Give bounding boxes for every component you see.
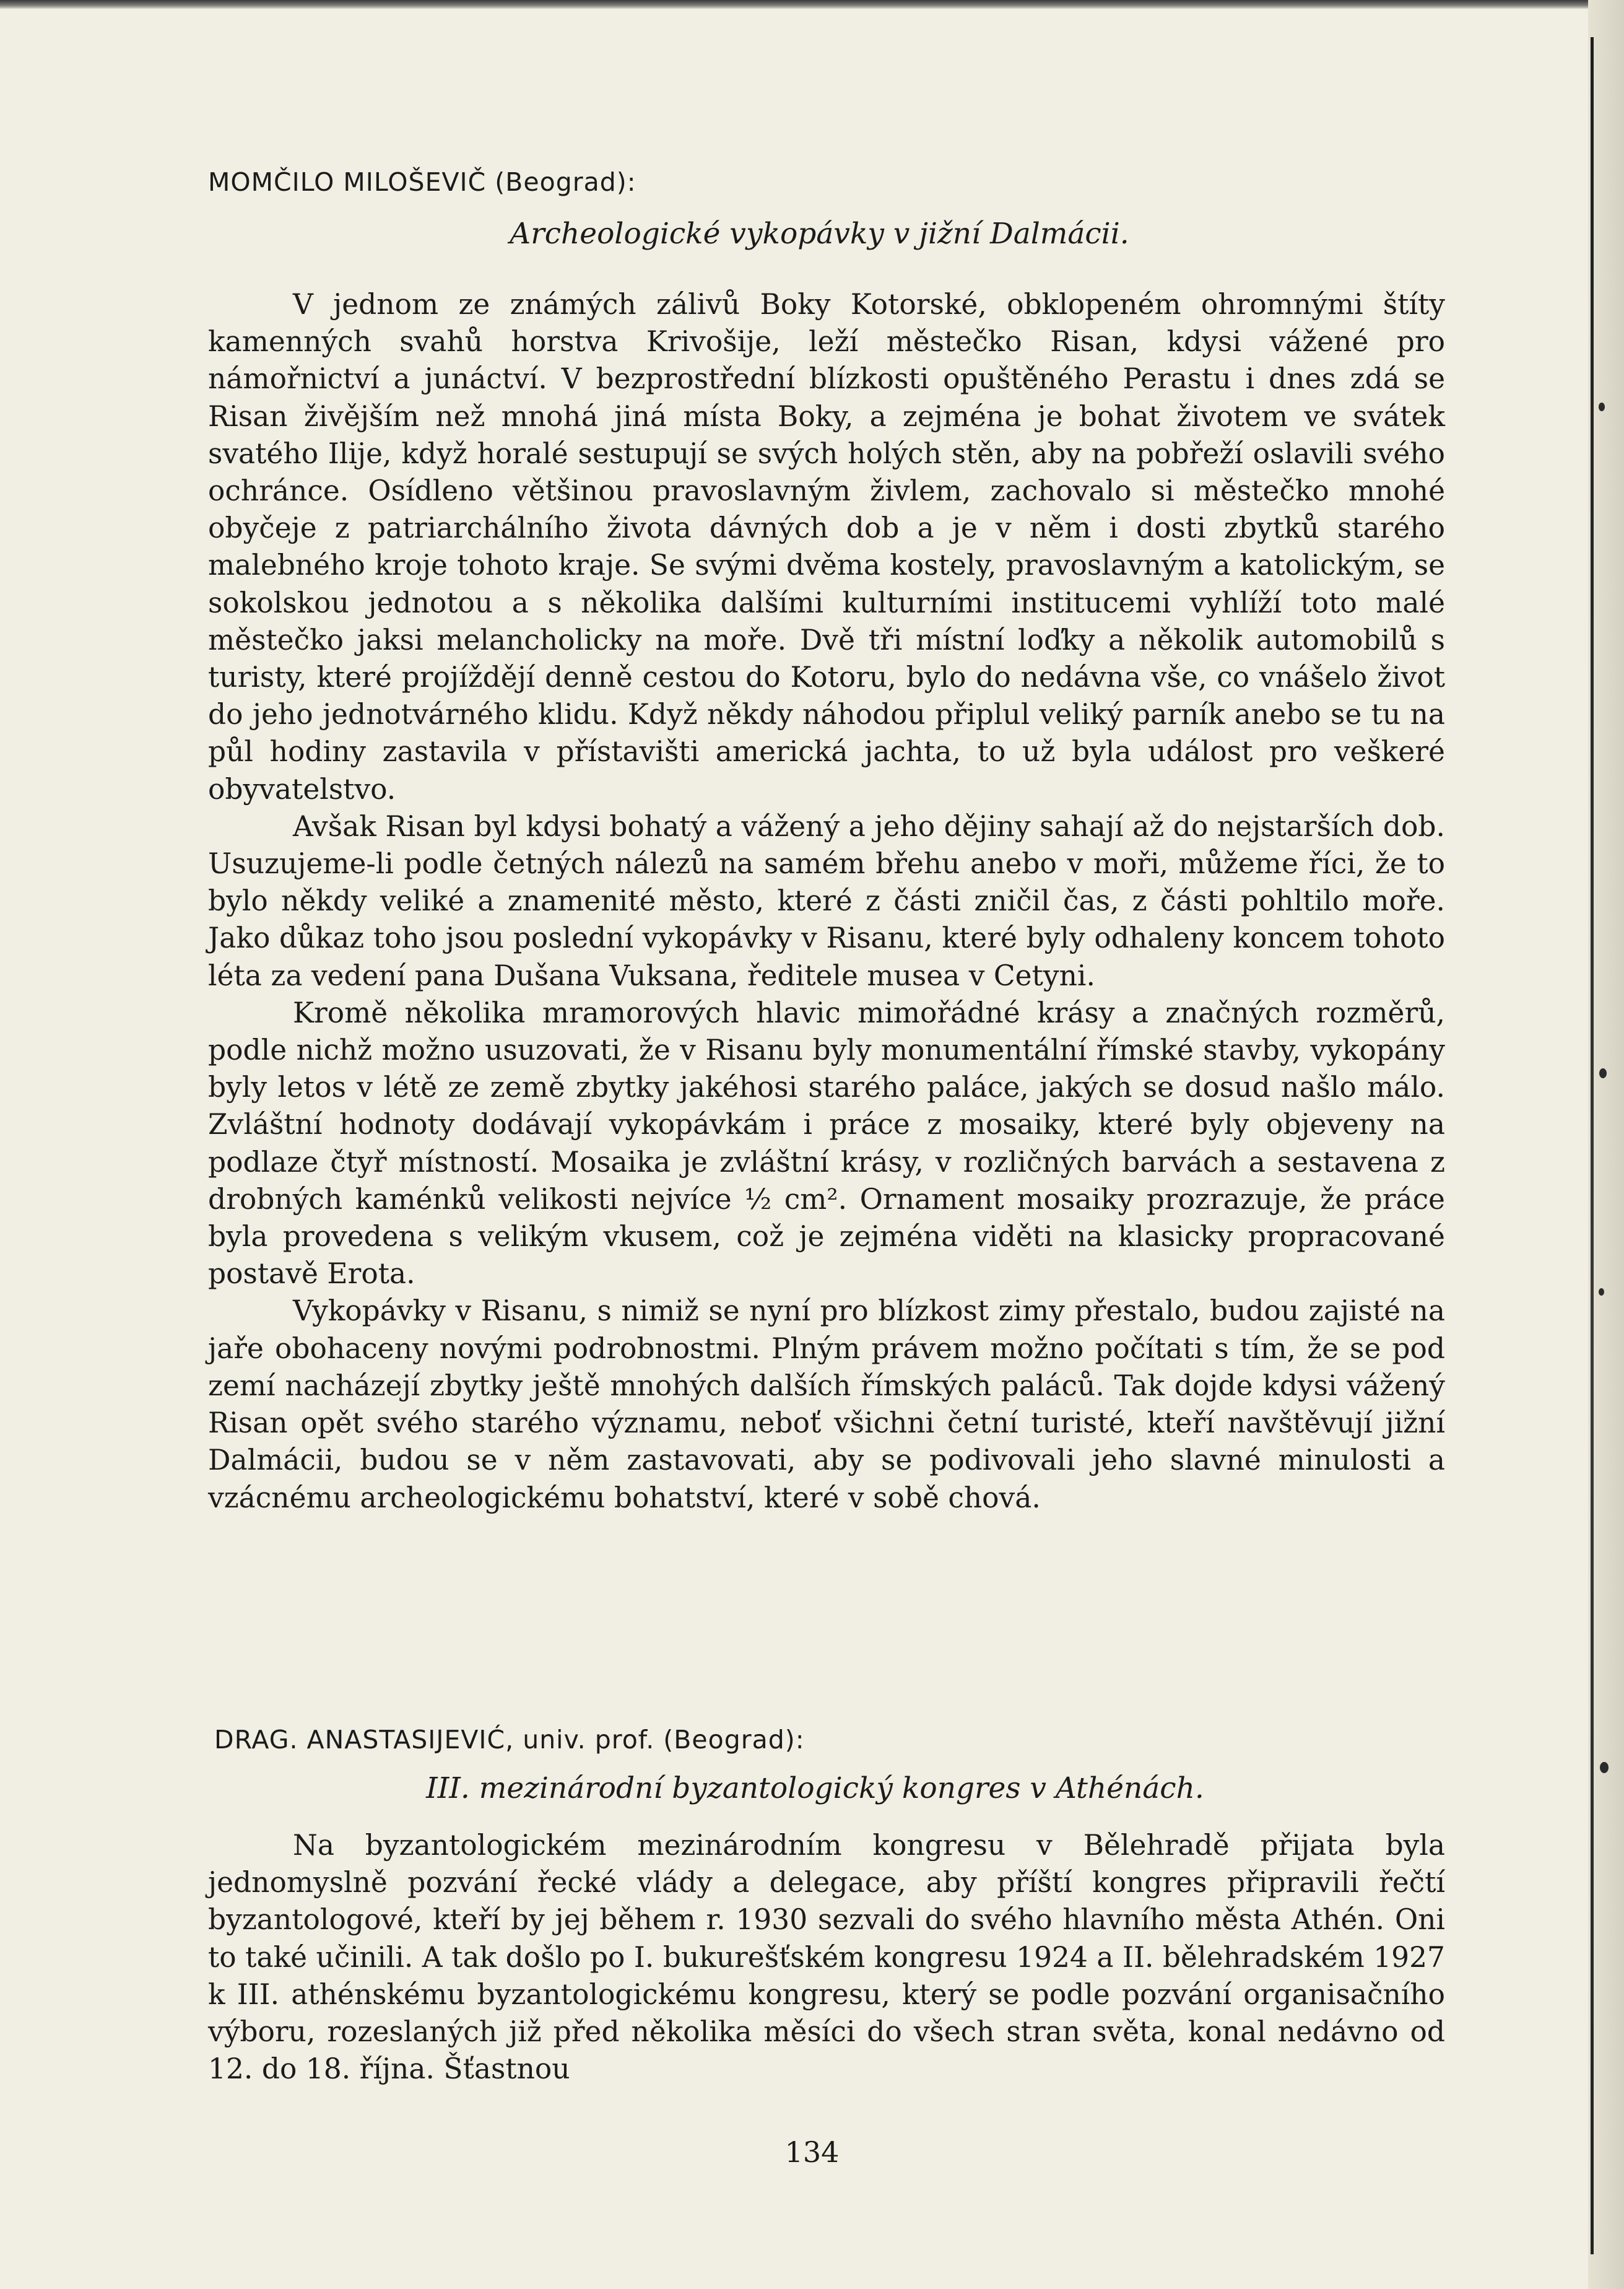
article2-body <box>208 1827 1445 2088</box>
article1-paragraph: Kromě několika mramorových hlavic mimořádné krásy a značných rozměrů, podle nichž možno usuzovati, že v Risanu byly monumentální římské stavby, vykopány byly letos v létě ze země zbytky jakéhosi starého paláce, jakých se dosud našlo málo. Zvláštní hodnoty dodávají vykopávkám i práce z mosaiky, které byly objeveny na podlaze čtyř místností. Mosaika je zvláštní krásy, v rozličných barvách a sestavena z drobných kaménků velikosti nejvíce ½ cm². Ornament mosaiky prozrazuje, že práce byla provedena s velikým vkusem, což je zejména viděti na klasicky propracované postavě Erota. <box>208 996 1445 1291</box>
binding-line <box>1591 37 1594 2254</box>
page-top-edge <box>0 0 1624 9</box>
article1-byline: MOMČILO MILOŠEVIČ (Beograd): <box>208 167 636 197</box>
article2-title: III. mezinárodní byzantologický kongres v Athénách. <box>426 1771 1204 1805</box>
page-number: 134 <box>784 2135 840 2169</box>
ink-speck <box>1599 1288 1604 1296</box>
ink-speck <box>1599 403 1605 411</box>
article2-byline: DRAG. ANASTASIJEVIĆ, univ. prof. (Beograd): <box>214 1725 805 1755</box>
article1-paragraph: Avšak Risan byl kdysi bohatý a vážený a jeho dějiny sahají až do nejstarších dob. Usuzujeme-li podle četných nálezů na samém břehu anebo v moři, můžeme říci, že to bylo někdy veliké a znamenité město, které z části zničil čas, z části pohltilo moře. Jako důkaz toho jsou poslední vykopávky v Risanu, které byly odhaleny koncem tohoto léta za vedení pana Dušana Vuksana, ředitele musea v Cetyni. <box>208 809 1445 992</box>
ink-speck <box>1599 1068 1607 1078</box>
article1-paragraph: V jednom ze známých zálivů Boky Kotorské, obklopeném ohromnými štíty kamenných svahů horstva Krivošije, leží městečko Risan, kdysi vážené pro námořnictví a junáctví. V bezprostřední blízkosti opuštěného Perastu i dnes zdá se Risan živějším než mnohá jiná místa Boky, a zejména je bohat životem ve svátek svatého Ilije, když horalé sestupují se svých holých stěn, aby na pobřeží oslavili svého ochránce. Osídleno většinou pravoslavným živlem, zachovalo si městečko mnohé obyčeje z patriarchálního života dávných dob a je v něm i dosti zbytků starého malebného kroje tohoto kraje. Se svými dvěma kostely, pravoslavným a katolickým, se sokolskou jednotou a s několika dalšími kulturními institucemi vyhlíží toto malé městečko jaksi melancholicky na moře. Dvě tři místní loďky a několik automobilů s turisty, které projíždějí denně cestou do Kotoru, bylo do nedávna vše, co vnášelo život do jeho jednotvárného klidu. Když někdy náhodou připlul veliký parník anebo se tu na půl hodiny zastavila v přístavišti americká jachta, to už byla událost pro veškeré obyvatelstvo. <box>208 288 1445 806</box>
article1-paragraph: Vykopávky v Risanu, s nimiž se nyní pro blízkost zimy přestalo, budou zajisté na jaře obohaceny novými podrobnostmi. Plným právem možno počítati s tím, že se pod zemí nacházejí zbytky ještě mnohých dalších římských paláců. Tak dojde kdysi vážený Risan opět svého starého významu, neboť všichni četní turisté, kteří navštěvují jižní Dalmácii, budou se v něm zastavovati, aby se podivovali jeho slavné minulosti a vzácnému archeologickému bohatství, které v sobě chová. <box>208 1294 1445 1514</box>
article2-paragraph: Na byzantologickém mezinárodním kongresu v Bělehradě přijata byla jednomyslně pozvání řecké vlády a delegace, aby příští kongres připravili řečtí byzantologové, kteří by jej během r. 1930 sezvali do svého hlavního města Athén. Oni to také učinili. A tak došlo po I. bukurešťském kongresu 1924 a II. bělehradském 1927 k III. athénskému byzantologickému kongresu, který se podle pozvání organisačního výboru, rozeslaných již před několika měsíci do všech stran světa, konal nedávno od 12. do 18. října. Šťastnou <box>208 1829 1445 2086</box>
article1-title: Archeologické vykopávky v jižní Dalmácii. <box>510 217 1129 251</box>
article1-body <box>208 286 1445 1517</box>
